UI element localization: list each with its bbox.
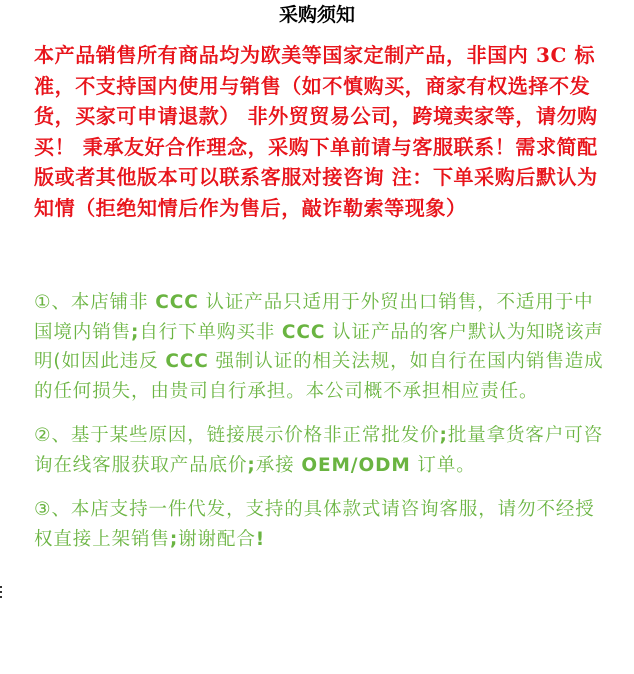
notice-item-2-text-1: ②、基于某些原因，链接展示价格非正常批发价 bbox=[34, 425, 440, 446]
notice-item-1-text-2: 认证产品只适用于外贸出口销售，不适用于中国境内销售 bbox=[34, 292, 594, 343]
ccc-term: CCC bbox=[281, 321, 326, 343]
handle-dot bbox=[0, 586, 2, 588]
notice-item-3 bbox=[34, 495, 608, 554]
handle-dot bbox=[0, 591, 2, 593]
ccc-term: CCC bbox=[165, 351, 209, 372]
semicolon-mark: ; bbox=[169, 528, 179, 550]
notice-title: 采购须知 bbox=[278, 4, 355, 26]
notice-item-3-text-1: ③、本店支持一件代发，支持的具体款式请咨询客服，请勿不经授权直接上架销售 bbox=[34, 499, 595, 550]
semicolon-mark: ; bbox=[439, 425, 448, 446]
exclamation-mark: ! bbox=[255, 528, 266, 550]
handle-dot bbox=[0, 596, 2, 598]
notice-item-2 bbox=[34, 421, 608, 480]
semicolon-mark: ; bbox=[131, 321, 140, 343]
notice-item-1 bbox=[34, 288, 608, 406]
notice-item-2-text-4: 订单。 bbox=[410, 454, 476, 476]
ccc-term: CCC bbox=[155, 292, 199, 313]
notice-item-1-text-3: 自行下单购买非 bbox=[139, 321, 282, 343]
notice-item-2-text-2: 批量拿货客户可咨询在线客服获取产品底价 bbox=[34, 425, 604, 476]
notice-item-1-text-5: 强制认证的相关法规，如自行在国内销售造成的任何损失，由贵司自行承担。本公司概不承担相应责任。 bbox=[34, 351, 604, 402]
drag-handle-icon bbox=[0, 586, 3, 600]
notice-item-3-text-2: 谢谢配合 bbox=[178, 528, 256, 550]
notice-items bbox=[34, 288, 608, 554]
notice-item-1-text-1: ①、本店铺非 bbox=[34, 292, 156, 313]
semicolon-mark: ; bbox=[247, 454, 256, 476]
notice-item-2-text-3: 承接 bbox=[255, 454, 302, 476]
oem-odm-term: OEM/ODM bbox=[301, 454, 411, 476]
notice-item-1-text-4: 认证产品的客户默认为知晓该声明(如因此违反 bbox=[34, 321, 604, 372]
warning-paragraph: 本产品销售所有商品均为欧美等国家定制产品，非国内 3C 标准，不支持国内使用与销售（如不慎购买，商家有权选择不发货，买家可申请退款） 非外贸贸易公司，跨境卖家等，请勿购买！ 秉承友好合作理念，采购下单前请与客服联系！需求简配版或者其他版本可以联系客服对接咨询 注：下单采购后默认为知情（拒绝知情后作为售后，敲诈勒索等现象） bbox=[34, 43, 598, 220]
